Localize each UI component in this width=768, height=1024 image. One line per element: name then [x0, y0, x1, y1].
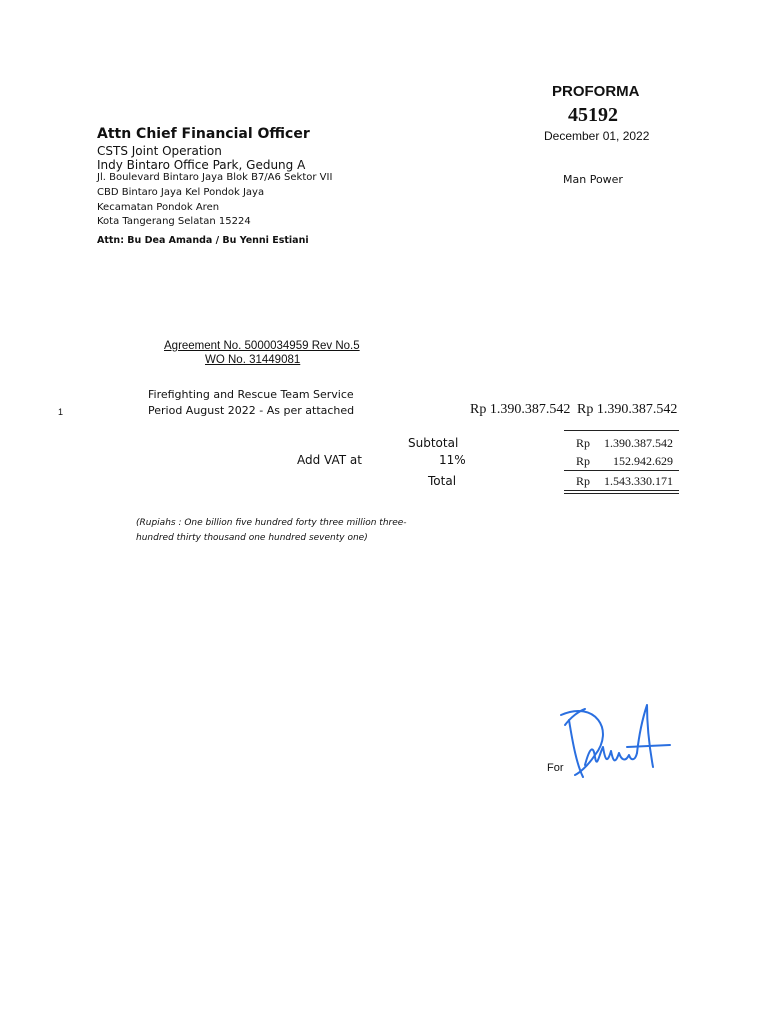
- line-item-number: 1: [58, 407, 64, 417]
- total-currency: Rp: [576, 474, 591, 488]
- attn-title: Attn Chief Financial Officer: [97, 126, 310, 142]
- document-type: PROFORMA: [552, 83, 640, 100]
- for-label: For: [547, 762, 564, 774]
- wo-number: WO No. 31449081: [205, 354, 301, 366]
- attn-people: Attn: Bu Dea Amanda / Bu Yenni Estiani: [97, 235, 309, 246]
- total-label: Total: [428, 474, 457, 488]
- vat-currency: Rp: [576, 454, 591, 468]
- subtotal-value: 1.390.387.542: [604, 436, 673, 450]
- line-item-description: Firefighting and Rescue Team Service: [148, 388, 354, 401]
- total-top-rule: [564, 470, 679, 471]
- line-item-unit-price: Rp 1.390.387.542: [470, 402, 571, 417]
- subtotal-label: Subtotal: [408, 436, 459, 450]
- vat-value: 152.942.629: [613, 454, 673, 468]
- address-line: Kota Tangerang Selatan 15224: [97, 216, 251, 227]
- recipient-company: CSTS Joint Operation: [97, 144, 222, 158]
- invoice-date: December 01, 2022: [544, 129, 650, 143]
- vat-label: Add VAT at: [297, 453, 362, 467]
- address-line: CBD Bintaro Jaya Kel Pondok Jaya: [97, 187, 265, 198]
- line-item-amount: Rp 1.390.387.542: [577, 402, 678, 417]
- amount-in-words-line: (Rupiahs : One billion five hundred forty three million three-: [136, 518, 407, 528]
- vat-rate: 11%: [439, 453, 466, 467]
- agreement-number: Agreement No. 5000034959 Rev No.5: [164, 340, 360, 352]
- subtotal-currency: Rp: [576, 436, 591, 450]
- signature-image: [555, 695, 675, 785]
- amount-in-words-line: hundred thirty thousand one hundred seventy one): [136, 533, 368, 543]
- total-value: 1.543.330.171: [604, 474, 673, 488]
- address-line: Jl. Boulevard Bintaro Jaya Blok B7/A6 Sektor VII: [97, 172, 333, 183]
- address-line: Kecamatan Pondok Aren: [97, 202, 220, 213]
- invoice-number: 45192: [568, 104, 618, 126]
- subtotal-top-rule: [564, 430, 679, 431]
- address-line: Indy Bintaro Office Park, Gedung A: [97, 158, 306, 172]
- total-double-rule-2: [564, 493, 679, 494]
- line-item-period: Period August 2022 - As per attached: [148, 404, 355, 417]
- invoice-category: Man Power: [563, 173, 623, 186]
- total-double-rule-1: [564, 490, 679, 491]
